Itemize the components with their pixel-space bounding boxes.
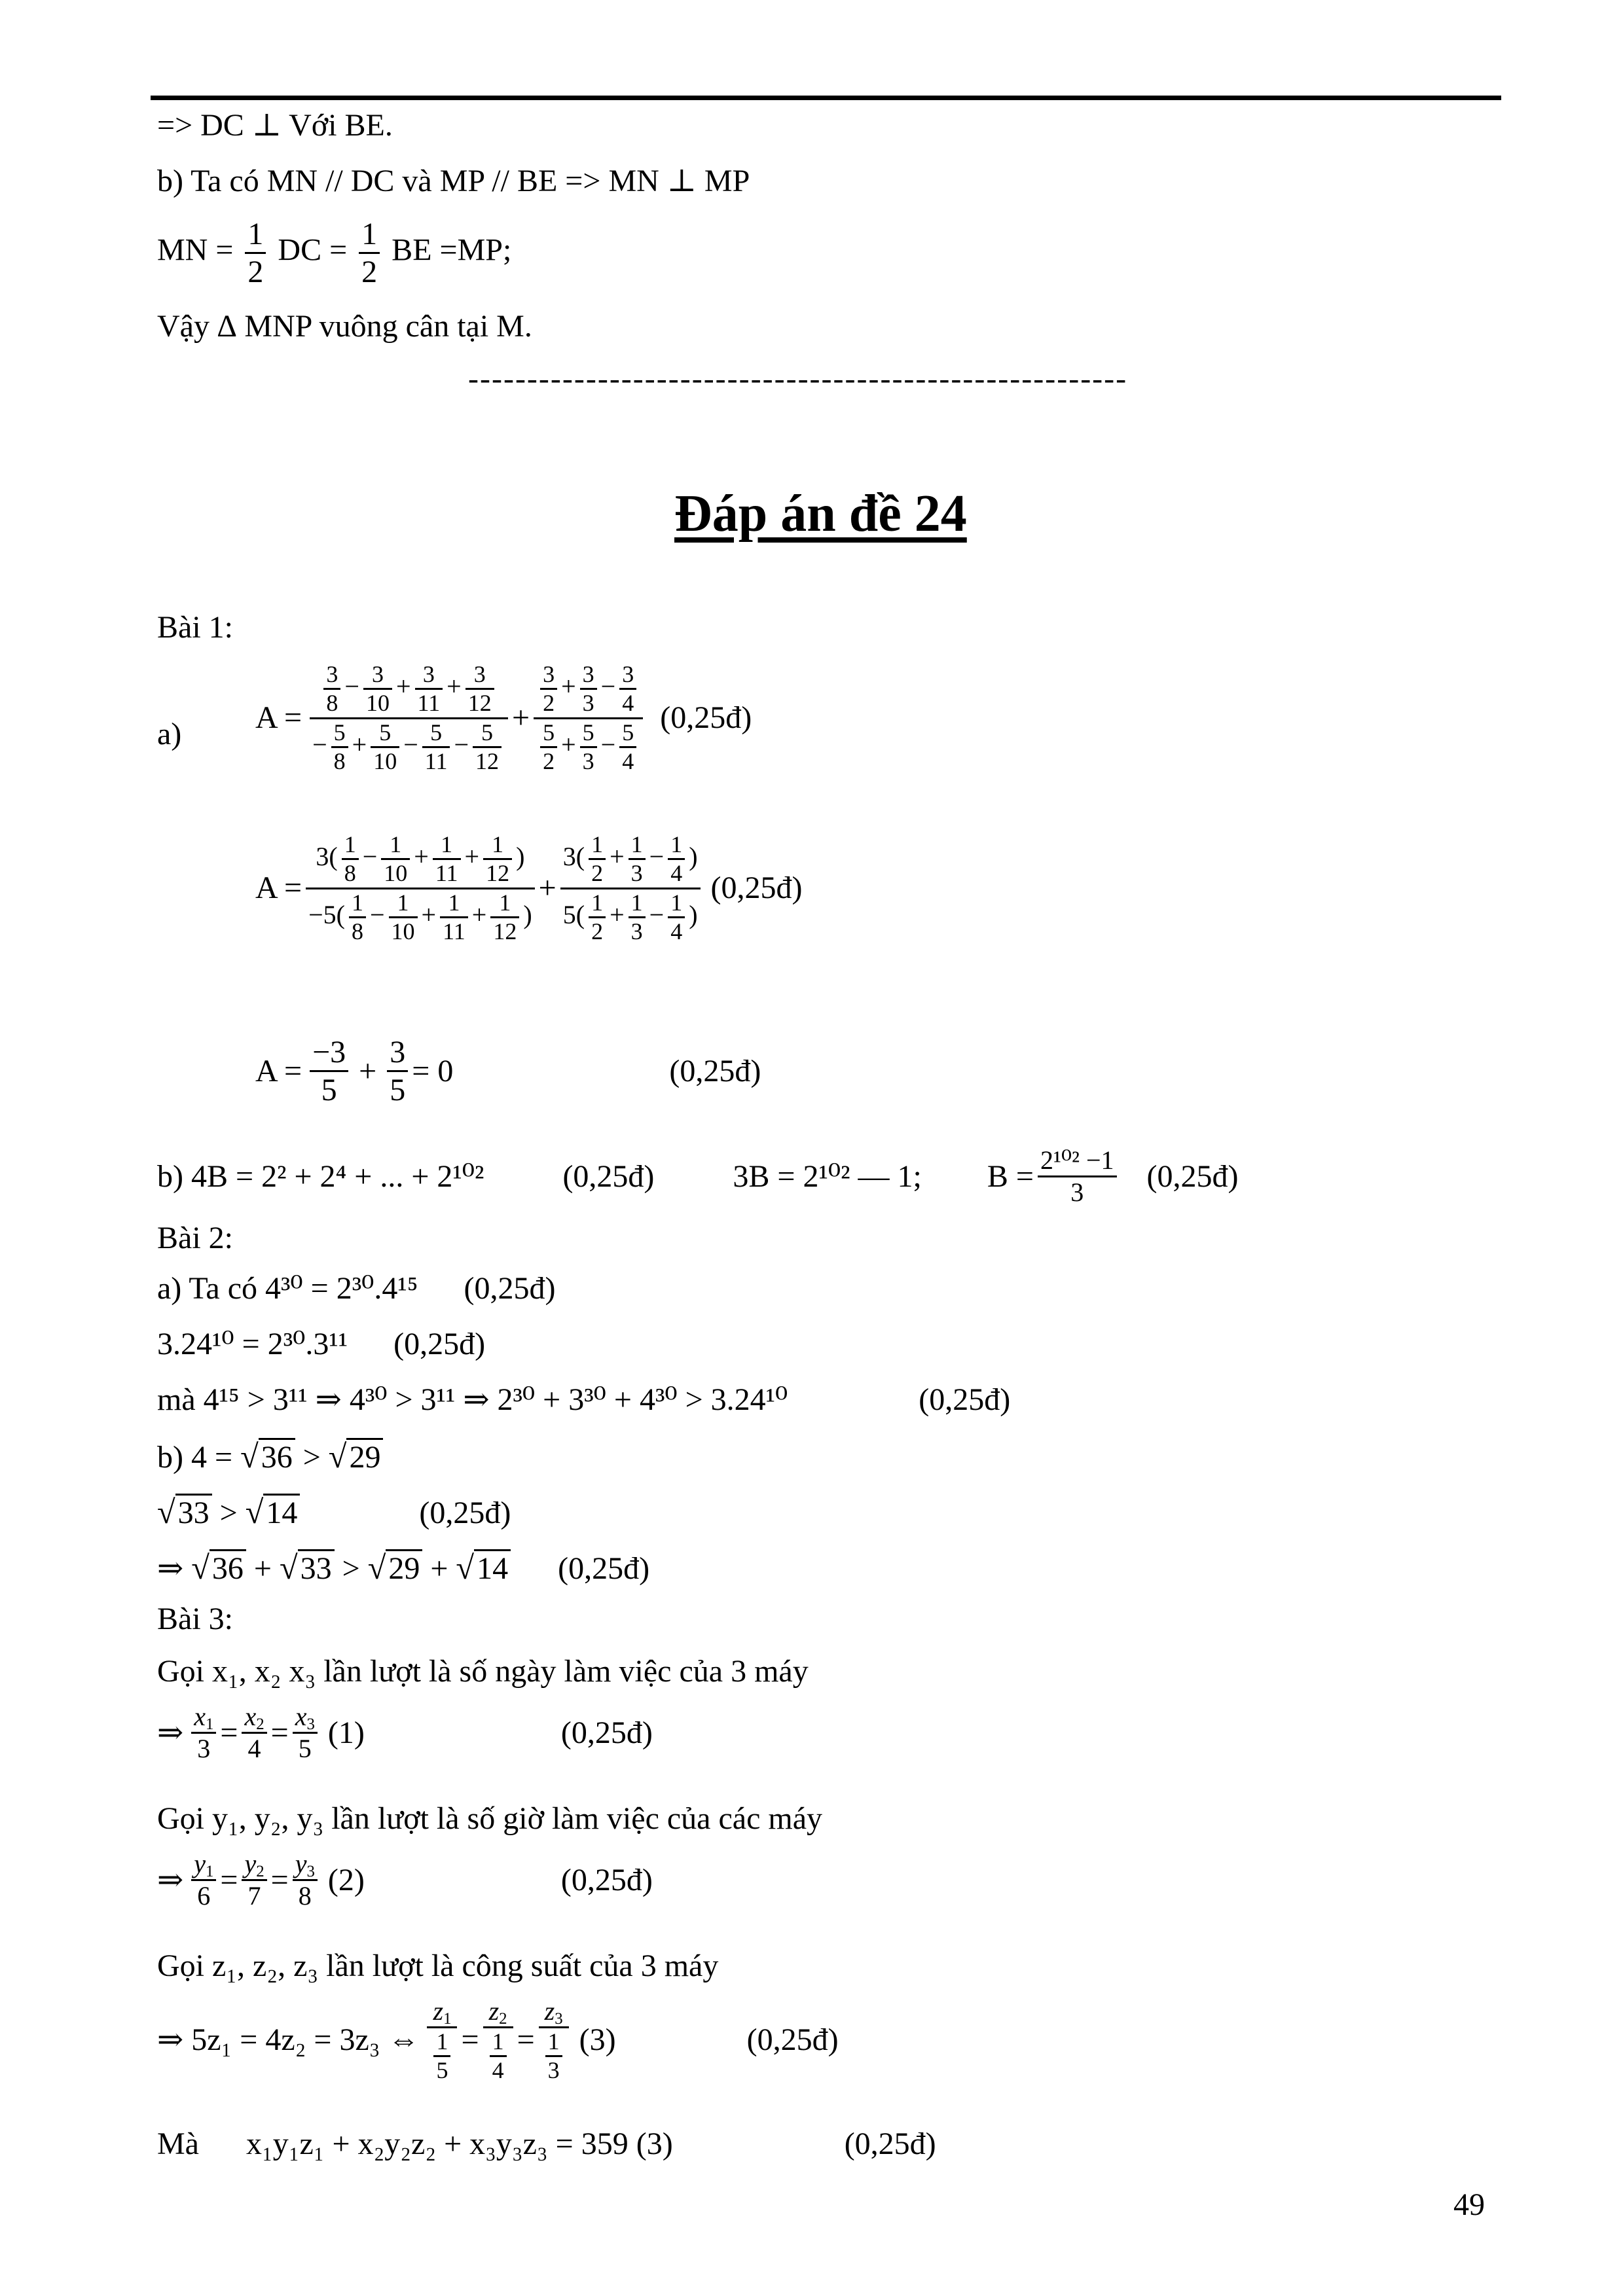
bai2-line-4: b) 4 = √36 > √29 [157, 1440, 383, 1473]
prev-line-2: b) Ta có MN // DC và MP // BE => MN ⊥ MP [157, 164, 750, 198]
big-fraction-4: 3( $\frac{1}{2}$ + $\frac{1}{3}$ − $\frac{1}{4}$ ) 5( $\frac{1}{2}$ + $\frac{1}{3}$ − $\frac{1}{4}$ ) [560, 831, 701, 946]
bai2-line-5: √33 > √14 (0,25đ) [157, 1494, 511, 1530]
prev-line-1: => DC ⊥ Với BE. [157, 108, 393, 143]
bai1-a-eq3: A = $\frac{-3}{5}$ + $\frac{3}{5}$ = 0 (0,25đ) [255, 1035, 761, 1108]
header-rule [151, 96, 1501, 100]
bai3-eq-2: ⇒ $\frac{y_1}{6}$ = $\frac{y_2}{7}$ = $\frac{y_3}{8}$ (2) (0,25đ) [157, 1849, 653, 1910]
bai2-heading: Bài 2: [157, 1221, 233, 1255]
section-title: Đáp án đề 24 [674, 485, 967, 543]
bai1-heading: Bài 1: [157, 610, 233, 645]
bai3-eq-1: ⇒ $\frac{x_1}{3}$ = $\frac{x_2}{4}$ = $\frac{x_3}{5}$ (1) (0,25đ) [157, 1702, 653, 1763]
page-number: 49 [1453, 2187, 1485, 2222]
bai3-line-1: Gọi x₁, x₂ x₃ lần lượt là số ngày làm việc của 3 máy [157, 1654, 809, 1689]
fraction-half: $\frac{1}{2}$ [359, 216, 380, 290]
prev-line-4: Vậy ∆ MNP vuông cân tại M. [157, 309, 532, 344]
bai3-line-2: Gọi y₁, y₂, y₃ lần lượt là số giờ làm việc của các máy [157, 1801, 823, 1836]
bai2-line-6: ⇒ √36 + √33 > √29 + √14 (0,25đ) [157, 1549, 650, 1586]
prev-line-3: MN = $\frac{1}{2}$ DC = $\frac{1}{2}$ BE =MP; [157, 217, 512, 290]
bai2-line-3: mà 4¹⁵ > 3¹¹ ⇒ 4³⁰ > 3¹¹ ⇒ 2³⁰ + 3³⁰ + 4³⁰ > 3.24¹⁰ (0,25đ) [157, 1382, 1011, 1417]
big-fraction-3: 3( $\frac{1}{8}$ − $\frac{1}{10}$ + $\frac{1}{11}$ + $\frac{1}{12}$ ) −5( $\frac{1}{8}$ − $\frac{1}{10}$ + $\frac{1}{11}$ + $\frac{1}{12}$ ) [306, 831, 535, 946]
bai3-heading: Bài 3: [157, 1602, 233, 1636]
bai1-a-eq1: A = $\frac{3}{8}$ − $\frac{3}{10}$ + $\frac{3}{11}$ + $\frac{3}{12}$ − $\frac{5}{8}$ + $\frac{5}{10}$ − $\frac{5}{11}$ − $\frac{5}{12}$ + $\frac{3}{2}$ + $\frac{3}{3}$ − $\frac{3}{4}$ $\frac{5}{2}$ + $\frac{5}{3}$ − $\frac{5}{4}$ (0,25đ) [255, 661, 752, 775]
bai2-line-2: 3.24¹⁰ = 2³⁰.3¹¹ (0,25đ) [157, 1327, 486, 1361]
bai3-line-4: Mà x₁y₁z₁ + x₂y₂z₂ + x₃y₃z₃ = 359 (3) (0,25đ) [157, 2126, 936, 2161]
bai1-a-eq2: A = 3( $\frac{1}{8}$ − $\frac{1}{10}$ + $\frac{1}{11}$ + $\frac{1}{12}$ ) −5( $\frac{1}{8}$ − $\frac{1}{10}$ + $\frac{1}{11}$ + $\frac{1}{12}$ ) + 3( $\frac{1}{2}$ + $\frac{1}{3}$ − $\frac{1}{4}$ ) 5( $\frac{1}{2}$ + $\frac{1}{3}$ − $\frac{1}{4}$ ) (0,25đ) [255, 831, 803, 945]
fraction-half: $\frac{1}{2}$ [245, 216, 266, 290]
bai3-line-3: Gọi z₁, z₂, z₃ lần lượt là công suất của 3 máy [157, 1948, 719, 1983]
bai1-a-label: a) [157, 717, 182, 751]
bai3-eq-3: ⇒ 5z₁ = 4z₂ = 3z₃ ⇔ $\frac{z_1}{\frac{1}{5}}$ = $\frac{z_2}{\frac{1}{4}}$ = $\frac{z_3}{\frac{1}{3}}$ (3) (0,25đ) [157, 1996, 839, 2084]
separator: -------------------------------------------------------- [468, 363, 1128, 395]
big-fraction-2: $\frac{3}{2}$ + $\frac{3}{3}$ − $\frac{3}{4}$ $\frac{5}{2}$ + $\frac{5}{3}$ − $\frac{5}{4}$ [534, 661, 643, 776]
bai1-b: b) 4B = 2² + 2⁴ + ... + 2¹⁰² (0,25đ) 3B = 2¹⁰² — 1; B = $\frac{\text{2¹⁰² −1}}{3}$ (0,25đ) [157, 1145, 1239, 1207]
bai2-line-1: a) Ta có 4³⁰ = 2³⁰.4¹⁵ (0,25đ) [157, 1271, 556, 1306]
big-fraction-1: $\frac{3}{8}$ − $\frac{3}{10}$ + $\frac{3}{11}$ + $\frac{3}{12}$ − $\frac{5}{8}$ + $\frac{5}{10}$ − $\frac{5}{11}$ − $\frac{5}{12}$ [310, 661, 508, 776]
